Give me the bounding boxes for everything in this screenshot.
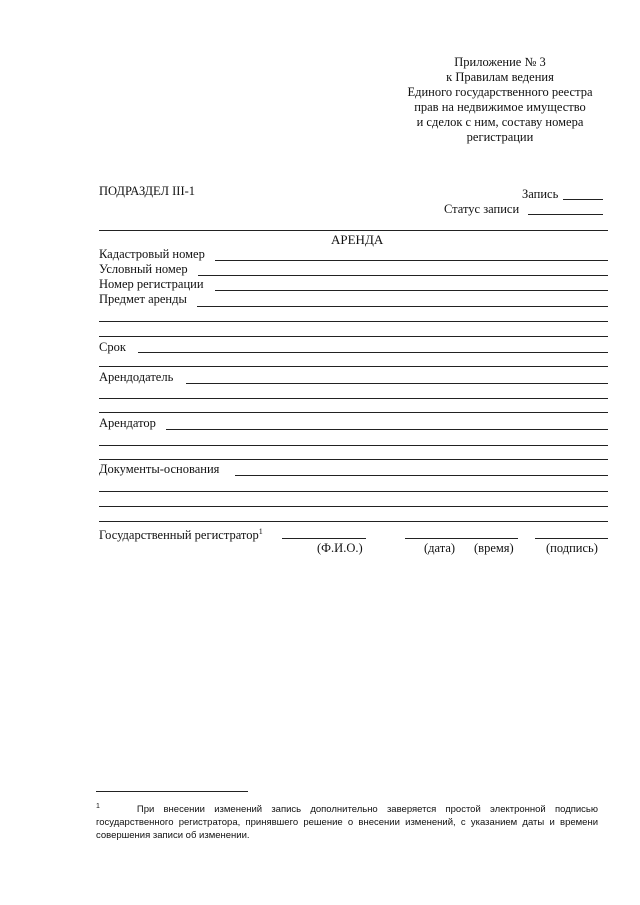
record-field[interactable]	[563, 199, 603, 200]
section-rule	[99, 412, 608, 413]
section-rule	[99, 521, 608, 522]
basis-documents-field-line[interactable]	[99, 506, 608, 507]
section-rule	[99, 336, 608, 337]
lessor-field[interactable]	[186, 383, 608, 384]
record-label: Запись	[522, 187, 559, 201]
basis-documents-field-line[interactable]	[99, 491, 608, 492]
caption-signature: (подпись)	[546, 541, 598, 555]
appendix-line: Приложение № 3	[454, 55, 546, 69]
cadastral-number-label: Кадастровый номер	[99, 247, 205, 261]
section-rule	[99, 459, 608, 460]
registrar-signature-field[interactable]	[535, 538, 608, 539]
appendix-line: прав на недвижимое имущество	[414, 100, 586, 114]
footnote	[96, 800, 598, 842]
appendix-line: Единого государственного реестра	[407, 85, 593, 99]
registrar-fio-field[interactable]	[282, 538, 366, 539]
conditional-number-field[interactable]	[198, 275, 608, 276]
form-title: АРЕНДА	[331, 232, 384, 247]
record-status-label: Статус записи	[444, 202, 520, 216]
registration-number-label: Номер регистрации	[99, 277, 204, 291]
footnote-text: При внесении изменений запись дополнительно заверяется простой электронной подписью государственного регистратора, принявшего решение о внесении изменений, с указанием даты и времени совершения записи об изменении.	[96, 804, 599, 842]
lease-subject-field[interactable]	[197, 306, 608, 307]
lease-subject-label: Предмет аренды	[99, 292, 187, 306]
cadastral-number-field[interactable]	[215, 260, 608, 261]
registrar-label-text: Государственный регистратор	[99, 528, 259, 543]
appendix-block	[380, 55, 620, 145]
section-rule	[99, 366, 608, 367]
lessor-field-line[interactable]	[99, 398, 608, 399]
subsection-title: ПОДРАЗДЕЛ III-1	[99, 184, 196, 198]
term-field[interactable]	[138, 352, 608, 353]
caption-time: (время)	[474, 541, 514, 555]
basis-documents-label: Документы-основания	[99, 462, 220, 476]
appendix-line: регистрации	[466, 130, 534, 144]
footnote-mark: 1	[96, 803, 100, 810]
lessor-label: Арендодатель	[99, 370, 174, 384]
appendix-line: к Правилам ведения	[446, 70, 554, 84]
record-status-field[interactable]	[528, 214, 603, 215]
lessee-label: Арендатор	[99, 416, 156, 430]
caption-fio: (Ф.И.О.)	[317, 541, 363, 555]
term-label: Срок	[99, 340, 126, 354]
header-rule	[99, 230, 608, 231]
appendix-line: и сделок с ним, составу номера	[416, 115, 584, 129]
footnote-separator	[96, 791, 248, 792]
lessee-field[interactable]	[166, 429, 608, 430]
conditional-number-label: Условный номер	[99, 262, 188, 276]
registration-number-field[interactable]	[215, 290, 608, 291]
caption-date: (дата)	[424, 541, 456, 555]
registrar-datetime-field[interactable]	[405, 538, 518, 539]
lease-subject-field-line[interactable]	[99, 321, 608, 322]
lessee-field-line[interactable]	[99, 445, 608, 446]
registrar-footnote-mark: 1	[258, 527, 263, 536]
registrar-label	[99, 524, 263, 543]
basis-documents-field[interactable]	[235, 475, 608, 476]
